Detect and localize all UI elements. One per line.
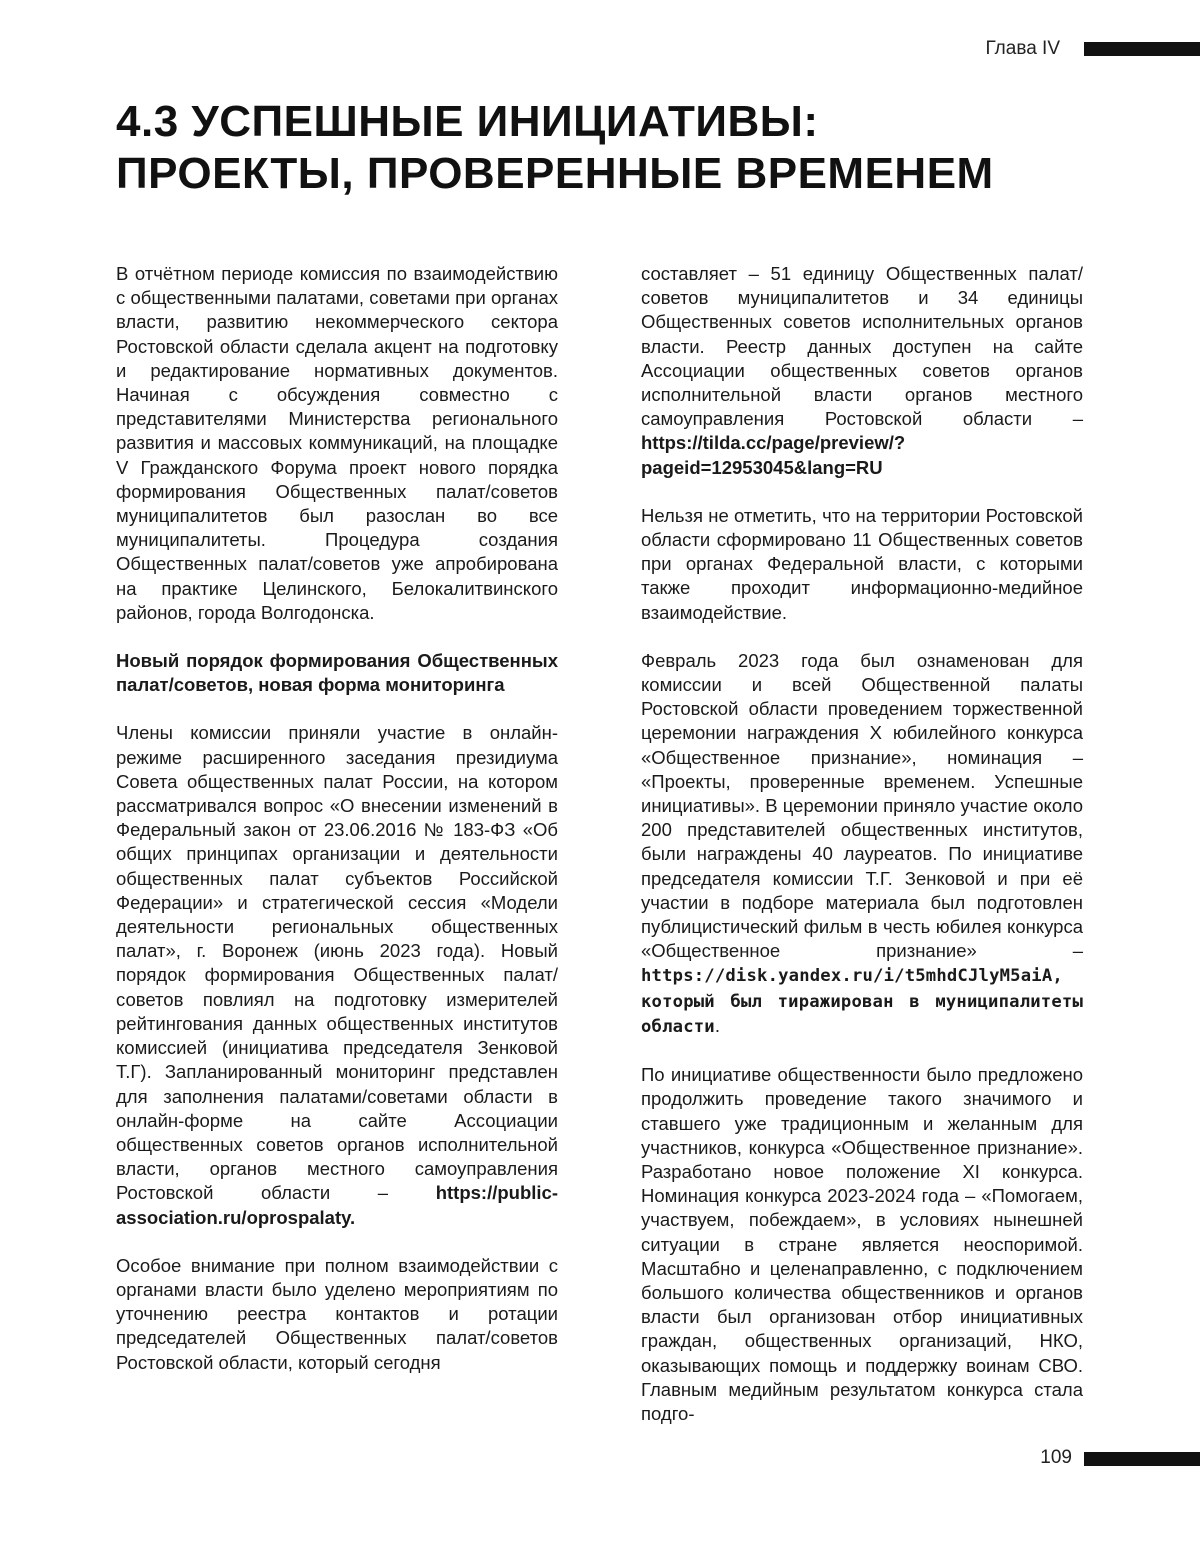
paragraph: Особое внимание при полном взаимодействии с органами власти было уделено мероприятиям по уточнению реестра контактов и ротации председателей Общественных палат/советов Ростовской области, который сегодня xyxy=(116,1254,558,1373)
left-column xyxy=(116,262,558,1399)
paragraph xyxy=(116,721,558,1229)
footer-decor-bar xyxy=(1084,1452,1200,1466)
paragraph-text: Февраль 2023 года был ознаменован для комиссии и всей Общественной палаты Ростовской области проведением торжественной церемонии награждения Х юбилейного конкурса «Общественное признание», номинация – «Проекты, проверенные временем. Успешные инициативы». В церемонии приняло участие около 200 представителей общественных институтов, были награждены 40 лауреатов. По инициативе председателя комиссии Т.Г. Зенковой и при её участии в подборе материала был подготовлен публицистический фильм в честь юбилея конкурса «Общественное признание» – xyxy=(641,649,1083,962)
header-decor-bar xyxy=(1084,42,1200,56)
paragraph-text: Члены комиссии приняли участие в онлайн-режиме расширенного заседания президиума Совета общественных палат России, на котором рассматривался вопрос «О внесении изменений в Федеральный закон от 23.06.2016 № 183-ФЗ «Об общих принципах организации и деятельности общественных палат субъектов Российской Федерации» и стратегической сессия «Модели деятельности региональных общественных палат», г. Воронеж (июнь 2023 года). Новый порядок формирования Общественных палат/советов повлиял на подготовку измерителей рейтингования данных общественных институтов комиссией (инициатива председателя Зенковой Т.Г). Запланированный мониторинг представлен для заполнения палатами/советами области в онлайн-форме на сайте Ассоциации общественных советов органов исполнительной власти, органов местного самоуправления Ростовской области – xyxy=(116,722,558,1204)
paragraph xyxy=(641,649,1083,1039)
paragraph-text: составляет – 51 единицу Общественных палат/советов муниципалитетов и 34 единицы Общественных советов исполнительных органов власти. Реестр данных доступен на сайте Ассоциации общественных советов органов исполнительной власти органов местного самоуправления Ростовской области – xyxy=(641,263,1083,430)
page-number: 109 xyxy=(1040,1447,1072,1468)
right-column xyxy=(641,262,1083,1450)
paragraph xyxy=(641,262,1083,480)
chapter-label: Глава IV xyxy=(985,38,1060,59)
paragraph: Нельзя не отметить, что на территории Ростовской области сформировано 11 Общественных советов при органах Федеральной власти, с которыми также проходит информационно-медийное взаимодействие. xyxy=(641,504,1083,623)
page-title-line-1: 4.3 УСПЕШНЫЕ ИНИЦИАТИВЫ: xyxy=(116,97,819,146)
public-association-link[interactable]: https://public-association.ru/oprospalaty. xyxy=(116,1182,558,1228)
paragraph: По инициативе общественности было предложено продолжить проведение такого значимого и ставшего уже традиционным и желанным для участников, конкурса «Общественное признание». Разработано новое положение XI конкурса. Номинация конкурса 2023-2024 года – «Помогаем, участвуем, побеждаем», в условиях нынешней ситуации в стране является неоспоримой. Масштабно и целенаправленно, с подключением большого количества общественников и органов власти был организован отбор инициативных граждан, общественных организаций, НКО, оказывающих помощь и поддержку воинам СВО. Главным медийным результатом конкурса стала подго- xyxy=(641,1064,1083,1424)
tilda-registry-link[interactable]: https://tilda.cc/page/preview/?pageid=12953045&lang=RU xyxy=(641,432,906,478)
page-title-line-2: ПРОЕКТЫ, ПРОВЕРЕННЫЕ ВРЕМЕНЕМ xyxy=(116,149,994,198)
page-title xyxy=(116,96,1116,200)
section-subheading: Новый порядок формирования Общественных палат/советов, новая форма мониторинга xyxy=(116,650,558,696)
paragraph-end: . xyxy=(714,1014,720,1036)
yandex-disk-film-link[interactable]: https://disk.yandex.ru/i/t5mhdCJlyM5aiA, который был тиражирован в муниципалитеты области xyxy=(641,966,1083,1037)
paragraph: В отчётном периоде комиссия по взаимодействию с общественными палатами, советами при органах власти, развитию некоммерческого сектора Ростовской области сделала акцент на подготовку и редактирование нормативных документов. Начиная с обсуждения совместно с представителями Министерства регионального развития и массовых коммуникаций, на площадке V Гражданского Форума проект нового порядка формирования Общественных палат/советов муниципалитетов был разослан во все муниципалитеты. Процедура создания Общественных палат/советов уже апробирована на практике Целинского, Белокалитвинского районов, города Волгодонска. xyxy=(116,263,558,623)
